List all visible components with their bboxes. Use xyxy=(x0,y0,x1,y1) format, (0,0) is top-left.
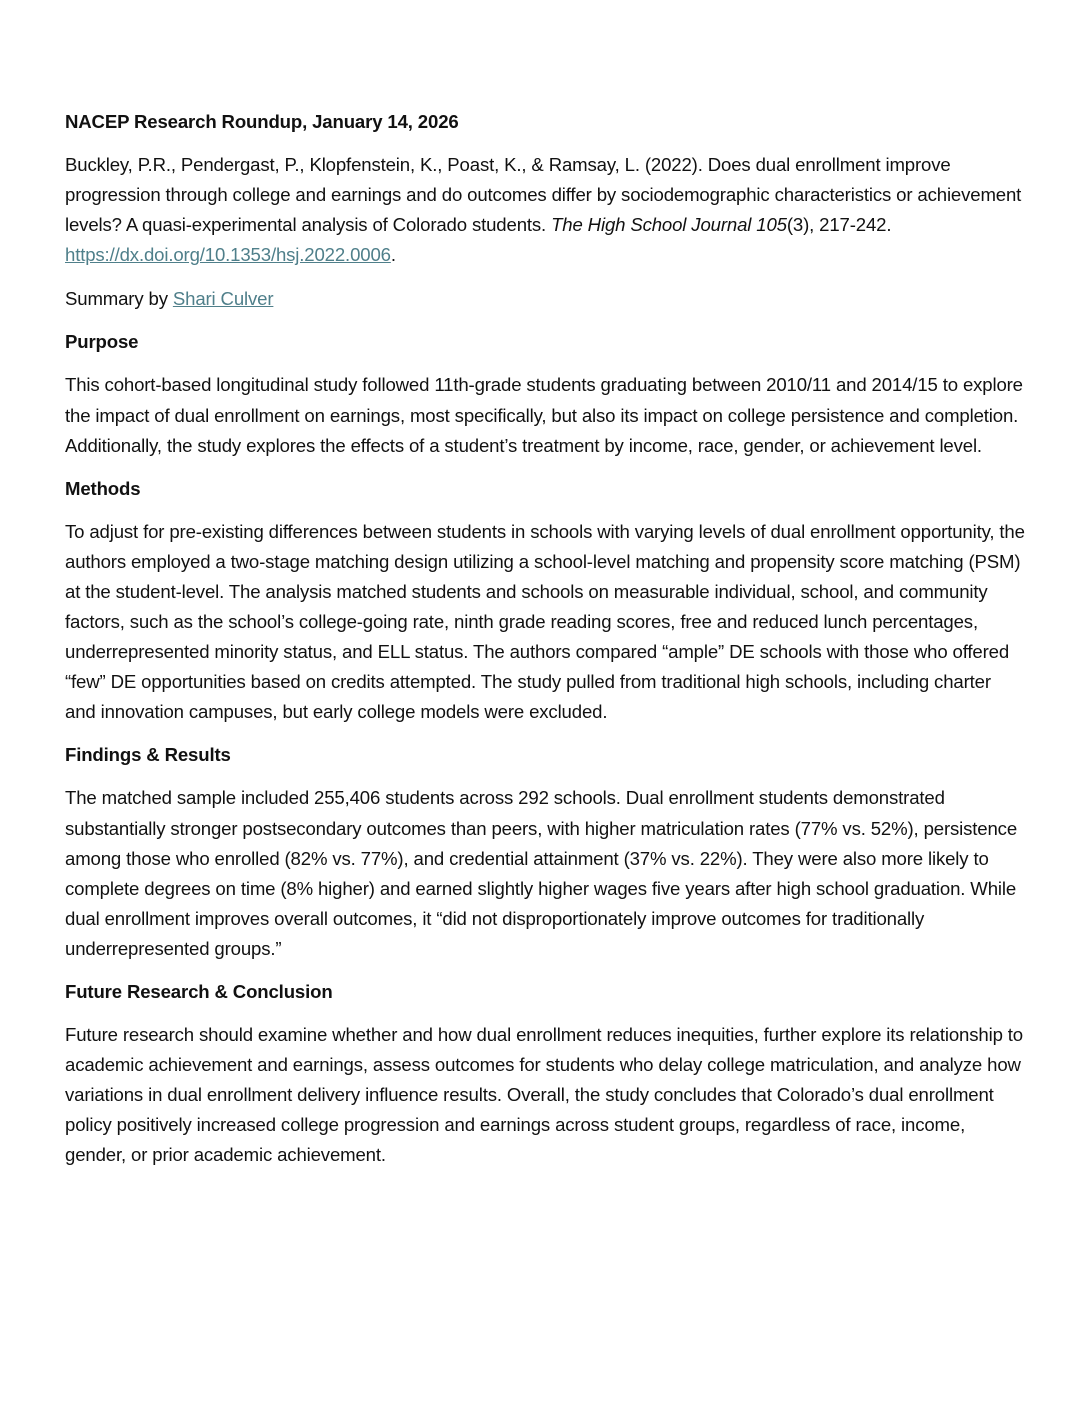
section-body-future-research: Future research should examine whether and how dual enrollment reduces inequities, further explore its relationship to academic achievement and earnings, assess outcomes for students who delay college matriculation, and analyze how variations in dual enrollment delivery influence results. Overall, the study concludes that Colorado’s dual enrollment policy positively increased college progression and earnings across student groups, regardless of race, income, gender, or prior academic achievement. xyxy=(65,1023,1023,1166)
summary-prefix: Summary by xyxy=(65,288,173,310)
section-heading-findings: Findings & Results xyxy=(65,744,231,766)
citation-pages: (3), 217-242. xyxy=(786,214,892,236)
section-body-methods: To adjust for pre-existing differences between students in schools with varying levels of dual enrollment opportunity, the authors employed a two-stage matching design utilizing a school-level matching and propensity score matching (PSM) at the student-level. The analysis matched students and schools on measurable individual, school, and community factors, such as the school’s college-going rate, ninth grade reading scores, free and reduced lunch percentages, underrepresented minority status, and ELL status. The authors compared “ample” DE schools with those who offered “few” DE opportunities based on credits attempted. The study pulled from traditional high schools, including charter and innovation campuses, but early college models were excluded. xyxy=(65,520,1025,723)
citation-text: Buckley, P.R., Pendergast, P., Klopfenstein, K., Poast, K., & Ramsay, L. (2022). Does dual enrollment improve progression through college and earnings and do outcomes differ by sociodemographic characteristics or achievement levels? A quasi-experimental analysis of Colorado students. xyxy=(65,154,1022,236)
section-body-findings: The matched sample included 255,406 students across 292 schools. Dual enrollment students demonstrated substantially stronger postsecondary outcomes than peers, with higher matriculation rates (77% vs. 52%), persistence among those who enrolled (82% vs. 77%), and credential attainment (37% vs. 22%). They were also more likely to complete degrees on time (8% higher) and earned slightly higher wages five years after high school graduation. While dual enrollment improves overall outcomes, it “did not disproportionately improve outcomes for traditionally underrepresented groups.” xyxy=(65,787,1018,959)
citation xyxy=(65,150,1025,270)
document-page xyxy=(65,108,1025,1184)
section-heading-methods: Methods xyxy=(65,477,141,499)
section-body-purpose: This cohort-based longitudinal study followed 11th-grade students graduating between 2010/11 and 2014/15 to explore the impact of dual enrollment on earnings, most specifically, but also its impact on college persistence and completion. Additionally, the study explores the effects of a student’s treatment by income, race, gender, or achievement level. xyxy=(65,374,1023,456)
citation-trailing: . xyxy=(390,244,396,266)
summary-byline xyxy=(65,284,1025,314)
doi-link[interactable]: https://dx.doi.org/10.1353/hsj.2022.0006 xyxy=(65,244,391,266)
section-heading-purpose: Purpose xyxy=(65,331,139,353)
document-title: NACEP Research Roundup, January 14, 2026 xyxy=(65,111,459,132)
section-heading-future-research: Future Research & Conclusion xyxy=(65,980,333,1002)
author-link[interactable]: Shari Culver xyxy=(172,288,274,310)
journal-name: The High School Journal 105 xyxy=(551,214,787,236)
